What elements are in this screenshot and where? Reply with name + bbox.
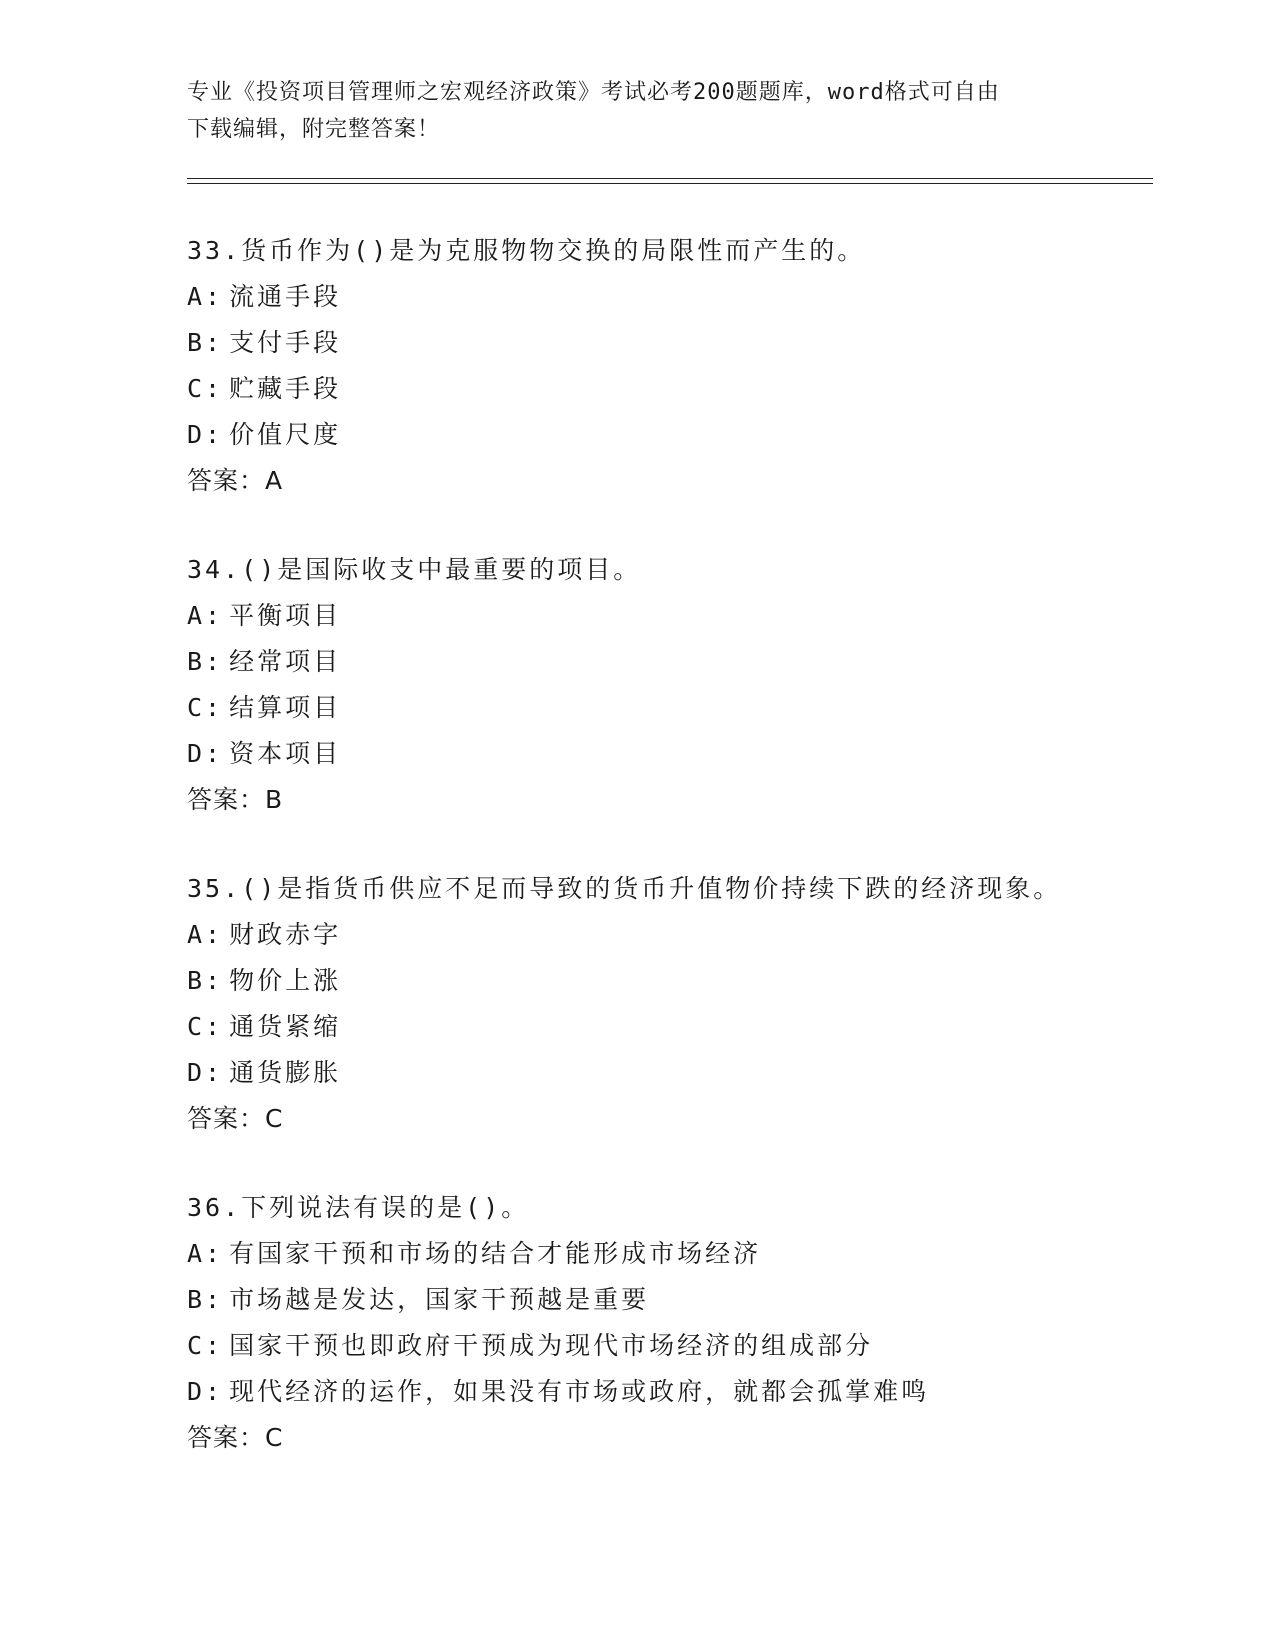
option-label: C: [187, 1012, 224, 1041]
option-b [187, 1277, 1147, 1323]
question-stem: 35.()是指货币供应不足而导致的货币升值物价持续下跌的经济现象。 [187, 874, 1062, 903]
option-text: 通货膨胀 [229, 1058, 342, 1087]
option-text: 经常项目 [229, 647, 342, 676]
option-d [187, 412, 1147, 458]
option-label: A: [187, 282, 224, 311]
option-text: 物价上涨 [229, 966, 342, 995]
option-label: D: [187, 1058, 224, 1087]
option-text: 结算项目 [229, 693, 342, 722]
option-text: 流通手段 [229, 282, 342, 311]
header-line-1: 专业《投资项目管理师之宏观经济政策》考试必考200题题库，word格式可自由 [187, 80, 1000, 105]
option-text: 支付手段 [229, 328, 342, 357]
option-text: 平衡项目 [229, 601, 342, 630]
answer: 答案：C [187, 1104, 284, 1133]
option-b [187, 320, 1147, 366]
question-stem: 33.货币作为()是为克服物物交换的局限性而产生的。 [187, 236, 866, 265]
option-b [187, 958, 1147, 1004]
option-text: 财政赤字 [229, 920, 342, 949]
option-d [187, 1369, 1147, 1415]
option-b [187, 639, 1147, 685]
answer: 答案：B [187, 785, 284, 814]
question-block-35 [187, 866, 1147, 1142]
option-label: B: [187, 328, 224, 357]
option-c [187, 366, 1147, 412]
option-a [187, 1231, 1147, 1277]
option-text: 市场越是发达，国家干预越是重要 [229, 1285, 650, 1314]
answer: 答案：C [187, 1423, 284, 1452]
option-text: 国家干预也即政府干预成为现代市场经济的组成部分 [229, 1331, 874, 1360]
option-label: D: [187, 739, 224, 768]
option-text: 通货紧缩 [229, 1012, 342, 1041]
question-stem: 36.下列说法有误的是()。 [187, 1193, 530, 1222]
option-text: 有国家干预和市场的结合才能形成市场经济 [229, 1239, 762, 1268]
option-label: C: [187, 1331, 224, 1360]
option-a [187, 593, 1147, 639]
answer: 答案：A [187, 466, 284, 495]
option-a [187, 274, 1147, 320]
header-divider-top [187, 178, 1153, 179]
option-label: C: [187, 693, 224, 722]
option-text: 资本项目 [229, 739, 342, 768]
option-label: A: [187, 920, 224, 949]
question-block-34 [187, 547, 1147, 823]
option-label: D: [187, 1377, 224, 1406]
option-label: A: [187, 601, 224, 630]
option-label: B: [187, 966, 224, 995]
option-c [187, 685, 1147, 731]
option-label: B: [187, 647, 224, 676]
option-label: C: [187, 374, 224, 403]
question-block-36 [187, 1185, 1147, 1461]
header-divider-bottom [187, 183, 1153, 184]
option-text: 现代经济的运作，如果没有市场或政府，就都会孤掌难鸣 [229, 1377, 930, 1406]
option-c [187, 1004, 1147, 1050]
option-label: B: [187, 1285, 224, 1314]
option-text: 价值尺度 [229, 420, 342, 449]
option-label: A: [187, 1239, 224, 1268]
question-block-33 [187, 228, 1147, 504]
option-a [187, 912, 1147, 958]
option-d [187, 1050, 1147, 1096]
option-d [187, 731, 1147, 777]
option-label: D: [187, 420, 224, 449]
question-stem: 34.()是国际收支中最重要的项目。 [187, 555, 642, 584]
option-text: 贮藏手段 [229, 374, 342, 403]
document-header [187, 74, 1087, 148]
header-line-2: 下载编辑，附完整答案！ [187, 117, 441, 142]
option-c [187, 1323, 1147, 1369]
